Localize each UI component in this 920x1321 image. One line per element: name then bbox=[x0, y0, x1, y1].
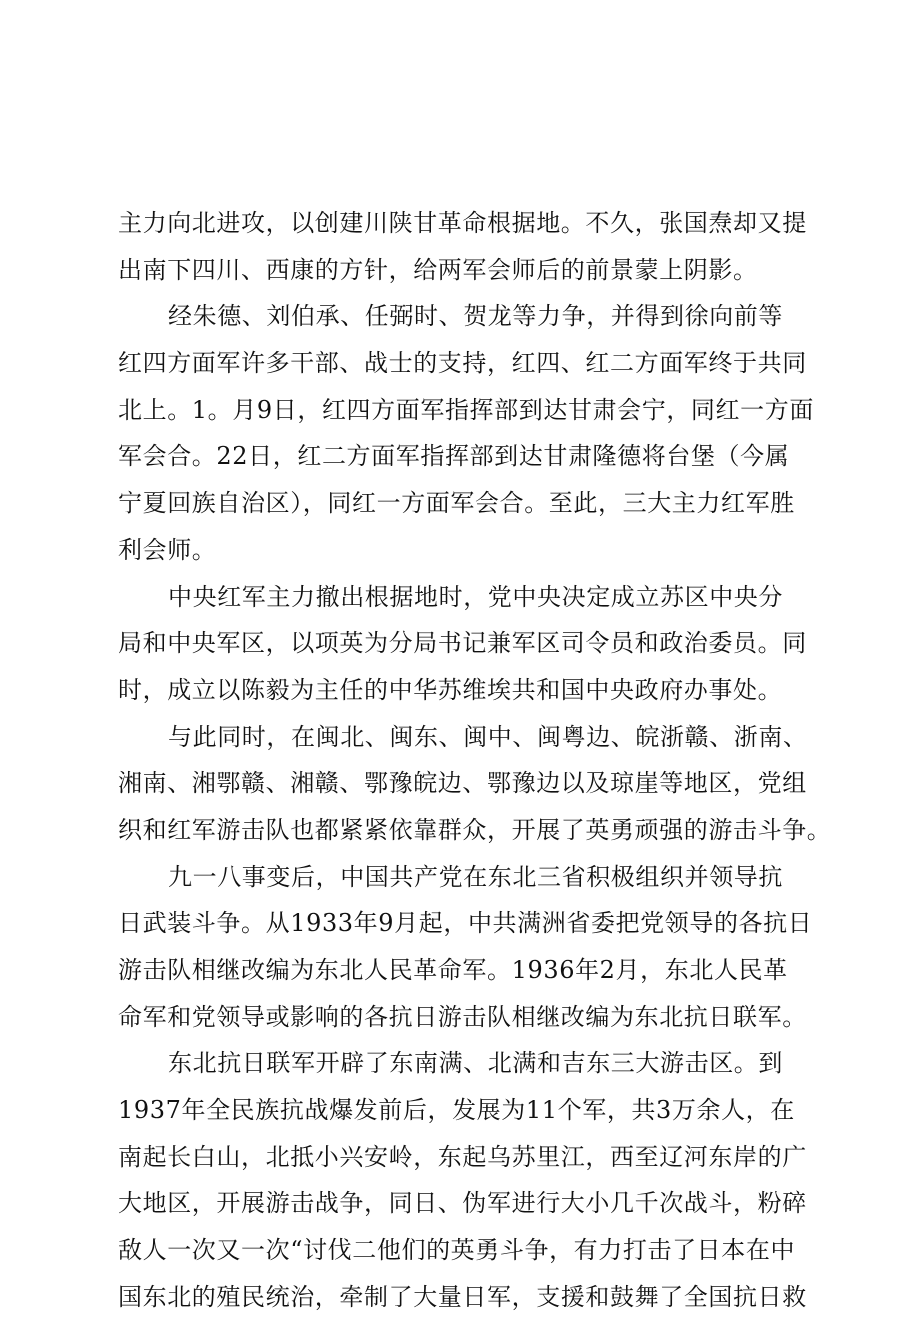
text-line: 日武装斗争。从1933年9月起，中共满洲省委把党领导的各抗日 bbox=[118, 909, 813, 938]
text-line: 与此同时，在闽北、闽东、闽中、闽粤边、皖浙赣、浙南、 bbox=[168, 722, 808, 751]
text-line: 中央红军主力撤出根据地时，党中央决定成立苏区中央分 bbox=[168, 582, 783, 611]
text-line: 命军和党领导或影响的各抗日游击队相继改编为东北抗日联军。 bbox=[118, 1002, 807, 1031]
text-line: 局和中央军区，以项英为分局书记兼军区司令员和政治委员。同 bbox=[118, 629, 807, 658]
text-line: 织和红军游击队也都紧紧依靠群众，开展了英勇顽强的游击斗争。 bbox=[118, 815, 832, 844]
paragraph-4 bbox=[118, 714, 832, 854]
text-line: 1937年全民族抗战爆发前后，发展为11个军，共3万余人，在 bbox=[118, 1096, 795, 1125]
paragraph-5 bbox=[118, 854, 813, 1041]
text-line: 游击队相继改编为东北人民革命军。1936年2月，东北人民革 bbox=[118, 956, 788, 984]
paragraph-3 bbox=[118, 574, 808, 714]
text-line: 九一八事变后，中国共产党在东北三省积极组织并领导抗 bbox=[168, 862, 783, 891]
text-line: 军会合。22日，红二方面军指挥部到达甘肃隆德将台堡（今属 bbox=[118, 442, 790, 471]
text-line: 北上。1。月9日，红四方面军指挥部到达甘肃会宁，同红一方面 bbox=[118, 395, 814, 424]
text-line: 经朱德、刘伯承、任弼时、贺龙等力争，并得到徐向前等 bbox=[168, 302, 783, 331]
text-line: 时，成立以陈毅为主任的中华苏维埃共和国中央政府办事处。 bbox=[118, 675, 783, 704]
text-line: 湘南、湘鄂赣、湘赣、鄂豫皖边、鄂豫边以及琼崖等地区，党组 bbox=[118, 769, 807, 798]
text-line: 大地区，开展游击战争，同日、伪军进行大小几千次战斗，粉碎 bbox=[118, 1189, 807, 1218]
text-line: 主力向北进攻，以创建川陕甘革命根据地。不久，张国焘却又提 bbox=[118, 209, 807, 237]
text-line: 东北抗日联军开辟了东南满、北满和吉东三大游击区。到 bbox=[168, 1049, 783, 1078]
text-line: 南起长白山，北抵小兴安岭，东起乌苏里江，西至辽河东岸的广 bbox=[118, 1142, 807, 1171]
body-text bbox=[118, 200, 832, 1321]
text-line: 国东北的殖民统治，牵制了大量日军，支援和鼓舞了全国抗日救 bbox=[118, 1282, 807, 1311]
text-line: 敌人一次又一次“讨伐二他们的英勇斗争，有力打击了日本在中 bbox=[118, 1236, 796, 1265]
text-line: 出南下四川、西康的方针，给两军会师后的前景蒙上阴影。 bbox=[118, 255, 758, 284]
text-line: 红四方面军许多干部、战士的支持，红四、红二方面军终于共同 bbox=[118, 349, 807, 378]
text-line: 利会师。 bbox=[118, 535, 217, 564]
text-line: 宁夏回族自治区），同红一方面军会合。至此，三大主力红军胜 bbox=[118, 489, 795, 518]
paragraph-6 bbox=[118, 1040, 808, 1320]
paragraph-2 bbox=[118, 293, 814, 573]
paragraph-1 bbox=[118, 200, 808, 293]
